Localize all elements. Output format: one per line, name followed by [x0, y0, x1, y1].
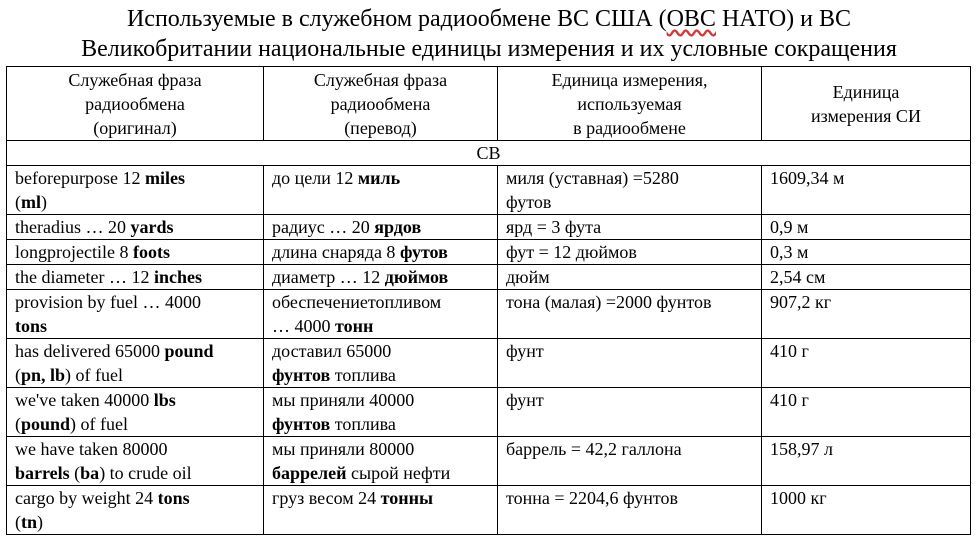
cell-unit [498, 388, 762, 437]
cell-unit [498, 437, 762, 486]
cell-text: ( [15, 512, 21, 532]
bold-term: pound [21, 414, 71, 434]
title-line-1-part-b: НАТО) и ВС [715, 6, 852, 32]
cell-si-unit: 1609,34 м [762, 166, 971, 215]
table-row [7, 437, 971, 486]
header-line: Единица [832, 81, 900, 102]
title-line-1 [0, 4, 978, 34]
cell-unit [498, 166, 762, 215]
cell-si-unit: 410 г [762, 339, 971, 388]
header-line: Единица измерения, [551, 69, 708, 90]
cell-si-unit: 158,97 л [762, 437, 971, 486]
cell-original [7, 388, 264, 437]
title-line-1-part-a: Используемые в служебном радиообмене ВС США ( [126, 6, 667, 32]
cell-unit [498, 486, 762, 535]
section-label: СВ [7, 141, 971, 166]
cell-original [7, 486, 264, 535]
cell-original [7, 290, 264, 339]
bold-term: тонны [380, 488, 434, 508]
bold-term: фунтов [272, 365, 331, 385]
cell-text: ( [15, 365, 21, 385]
section-row [7, 141, 971, 166]
cell-text: топлива [330, 414, 396, 434]
bold-term: barrels [15, 463, 70, 483]
bold-term: tons [15, 316, 48, 336]
cell-translation [264, 486, 498, 535]
header-original [7, 67, 264, 141]
cell-text: миля (уставная) =5280 [506, 168, 679, 188]
cell-text: ) to crude oil [99, 463, 192, 483]
cell-text: футов [506, 192, 552, 212]
cell-translation [264, 240, 498, 265]
bold-term: miles [144, 168, 185, 188]
cell-text: we've taken 40000 [15, 390, 154, 410]
header-line: измерения СИ [811, 105, 921, 126]
cell-original [7, 437, 264, 486]
cell-si-unit: 1000 кг [762, 486, 971, 535]
bold-term: футов [399, 242, 448, 262]
table-row [7, 240, 971, 265]
cell-text: the diameter … 12 [15, 267, 154, 287]
cell-unit [498, 240, 762, 265]
bold-term: ml [21, 192, 41, 212]
bold-term: ba [80, 463, 100, 483]
bold-term: pn, lb [21, 365, 66, 385]
cell-text: диаметр … 12 [272, 267, 385, 287]
bold-term: yards [130, 217, 174, 237]
cell-text: мы приняли 80000 [272, 439, 415, 459]
cell-text: we have taken 80000 [15, 439, 168, 459]
cell-text: дюйм [506, 267, 550, 287]
table-row [7, 388, 971, 437]
header-line: радиообмена [85, 93, 185, 114]
cell-text: ) [37, 512, 44, 532]
cell-text: доставил 65000 [272, 341, 392, 361]
cell-text: обеспечениетопливом [272, 292, 442, 312]
cell-text: фут = 12 дюймов [506, 242, 637, 262]
table-row [7, 265, 971, 290]
cell-si-unit: 0,9 м [762, 215, 971, 240]
cell-original [7, 215, 264, 240]
cell-text: до цели 12 [272, 168, 358, 188]
header-line: Служебная фраза [68, 69, 202, 90]
cell-translation [264, 166, 498, 215]
cell-text: ( [69, 463, 81, 483]
title-line-1-misspelled-word: ОВС [666, 6, 716, 32]
cell-original [7, 166, 264, 215]
bold-term: inches [153, 267, 202, 287]
cell-text: топлива [330, 365, 396, 385]
bold-term: lbs [153, 390, 176, 410]
title-line-2: Великобритании национальные единицы измерения и их условные сокращения [81, 36, 897, 62]
cell-text: груз весом 24 [272, 488, 381, 508]
table-row [7, 339, 971, 388]
header-unit [498, 67, 762, 141]
cell-text: фунт [506, 341, 544, 361]
cell-text: ) of fuel [70, 414, 129, 434]
cell-si-unit: 410 г [762, 388, 971, 437]
bold-term: tons [157, 488, 190, 508]
cell-text: баррель = 42,2 галлона [506, 439, 682, 459]
header-line: в радиообмене [573, 117, 686, 138]
cell-text: beforepurpose 12 [15, 168, 145, 188]
cell-text: theradius … 20 [15, 217, 131, 237]
document-title [0, 0, 978, 64]
table-header-row [7, 67, 971, 141]
cell-si-unit: 0,3 м [762, 240, 971, 265]
table-row [7, 166, 971, 215]
units-table [6, 66, 971, 535]
cell-text: тонна = 2204,6 фунтов [506, 488, 679, 508]
bold-term: фунтов [272, 414, 331, 434]
cell-si-unit: 2,54 см [762, 265, 971, 290]
cell-text: longprojectile 8 [15, 242, 133, 262]
cell-text: ( [15, 414, 21, 434]
cell-text: … 4000 [272, 316, 335, 336]
cell-unit [498, 215, 762, 240]
cell-text: мы приняли 40000 [272, 390, 415, 410]
bold-term: дюймов [384, 267, 449, 287]
bold-term: foots [132, 242, 170, 262]
cell-unit [498, 265, 762, 290]
cell-text: фунт [506, 390, 544, 410]
cell-text: ) of fuel [65, 365, 124, 385]
bold-term: pound [164, 341, 214, 361]
table-row [7, 290, 971, 339]
header-line: используемая [577, 93, 682, 114]
header-line: (оригинал) [93, 117, 177, 138]
header-line: (перевод) [344, 117, 417, 138]
cell-text: ярд = 3 фута [506, 217, 602, 237]
bold-term: миль [357, 168, 401, 188]
bold-term: ярдов [374, 217, 422, 237]
cell-text: has delivered 65000 [15, 341, 165, 361]
header-line: Служебная фраза [313, 69, 448, 90]
cell-unit [498, 339, 762, 388]
cell-si-unit: 907,2 кг [762, 290, 971, 339]
cell-text: cargo by weight 24 [15, 488, 158, 508]
bold-term: tn [21, 512, 38, 532]
bold-term: тонн [335, 316, 374, 336]
cell-translation [264, 290, 498, 339]
cell-translation [264, 265, 498, 290]
header-line: радиообмена [330, 93, 431, 114]
cell-text: длина снаряда 8 [272, 242, 400, 262]
cell-text: тона (малая) =2000 фунтов [506, 292, 712, 312]
cell-text: ( [15, 192, 21, 212]
cell-translation [264, 215, 498, 240]
cell-text: provision by fuel … 4000 [15, 292, 201, 312]
cell-translation [264, 388, 498, 437]
header-translation [264, 67, 498, 141]
bold-term: баррелей [272, 463, 347, 483]
cell-translation [264, 437, 498, 486]
cell-text: радиус … 20 [272, 217, 375, 237]
cell-translation [264, 339, 498, 388]
cell-original [7, 339, 264, 388]
cell-text: сырой нефти [346, 463, 451, 483]
cell-original [7, 240, 264, 265]
cell-original [7, 265, 264, 290]
header-si-unit [762, 67, 971, 141]
cell-text: ) [41, 192, 47, 212]
cell-unit [498, 290, 762, 339]
table-row [7, 215, 971, 240]
table-row [7, 486, 971, 535]
